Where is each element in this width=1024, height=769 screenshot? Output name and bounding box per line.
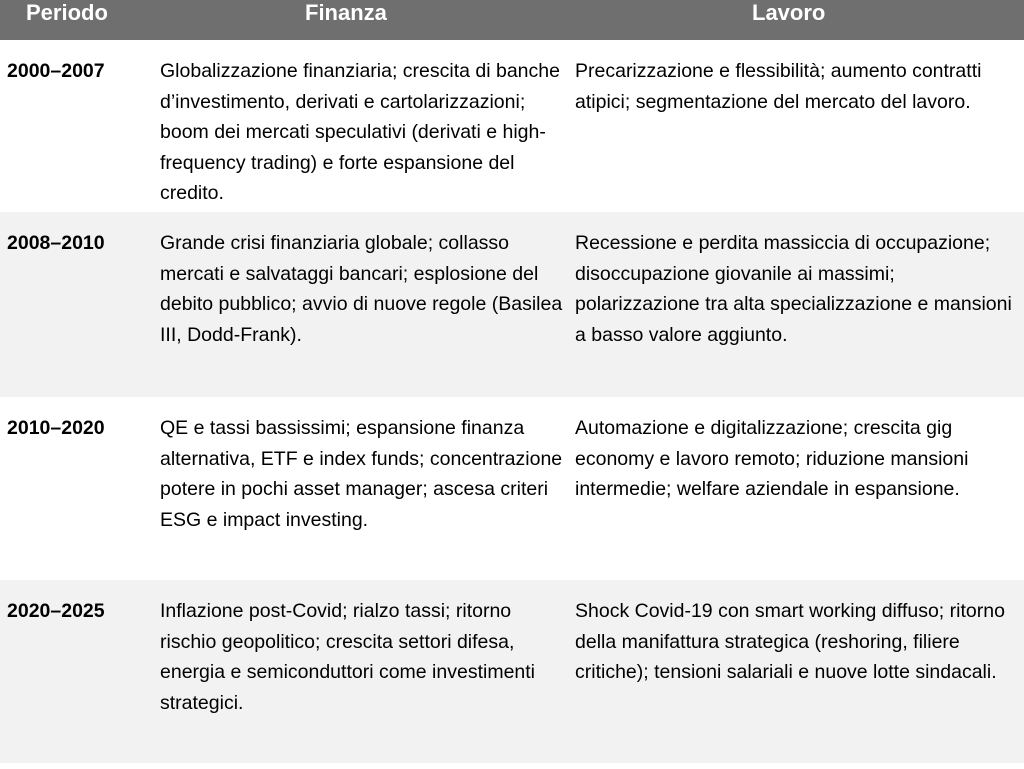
cell-finanza: Globalizzazione finanziaria; crescita di banche d’investimento, derivati e cartolarizzazioni; boom dei mercati speculativi (derivati e high-frequency trading) e forte espansione del credito. — [160, 60, 560, 204]
cell-lavoro: Shock Covid-19 con smart working diffuso; ritorno della manifattura strategica (reshoring, filiere critiche); tensioni salariali e nuove lotte sindacali. — [575, 600, 1005, 683]
cell-finanza: Inflazione post-Covid; rialzo tassi; ritorno rischio geopolitico; crescita settori difesa, energia e semiconduttori come investimenti strategici. — [160, 600, 536, 714]
cell-lavoro: Precarizzazione e flessibilità; aumento contratti atipici; segmentazione del mercato del lavoro. — [575, 60, 982, 113]
table-row — [0, 40, 1024, 212]
cell-periodo: 2008–2010 — [7, 232, 105, 254]
cell-periodo: 2010–2020 — [7, 417, 105, 439]
table-header — [0, 0, 1024, 40]
cell-finanza: Grande crisi finanziaria globale; collasso mercati e salvataggi bancari; esplosione del debito pubblico; avvio di nuove regole (Basilea III, Dodd-Frank). — [160, 232, 563, 346]
cell-periodo: 2020–2025 — [7, 600, 105, 622]
header-periodo: Periodo — [26, 0, 108, 25]
table-row — [0, 212, 1024, 397]
cell-lavoro: Recessione e perdita massiccia di occupazione; disoccupazione giovanile ai massimi; polarizzazione tra alta specializzazione e mansioni a basso valore aggiunto. — [575, 232, 1012, 346]
header-finanza: Finanza — [305, 0, 387, 25]
cell-periodo: 2000–2007 — [7, 60, 105, 82]
table-row — [0, 397, 1024, 580]
table-row — [0, 580, 1024, 763]
header-lavoro: Lavoro — [752, 0, 826, 25]
cell-lavoro: Automazione e digitalizzazione; crescita gig economy e lavoro remoto; riduzione mansioni intermedie; welfare aziendale in espansione. — [575, 417, 969, 500]
cell-finanza: QE e tassi bassissimi; espansione finanza alternativa, ETF e index funds; concentrazione potere in pochi asset manager; ascesa criteri ESG e impact investing. — [160, 417, 563, 531]
